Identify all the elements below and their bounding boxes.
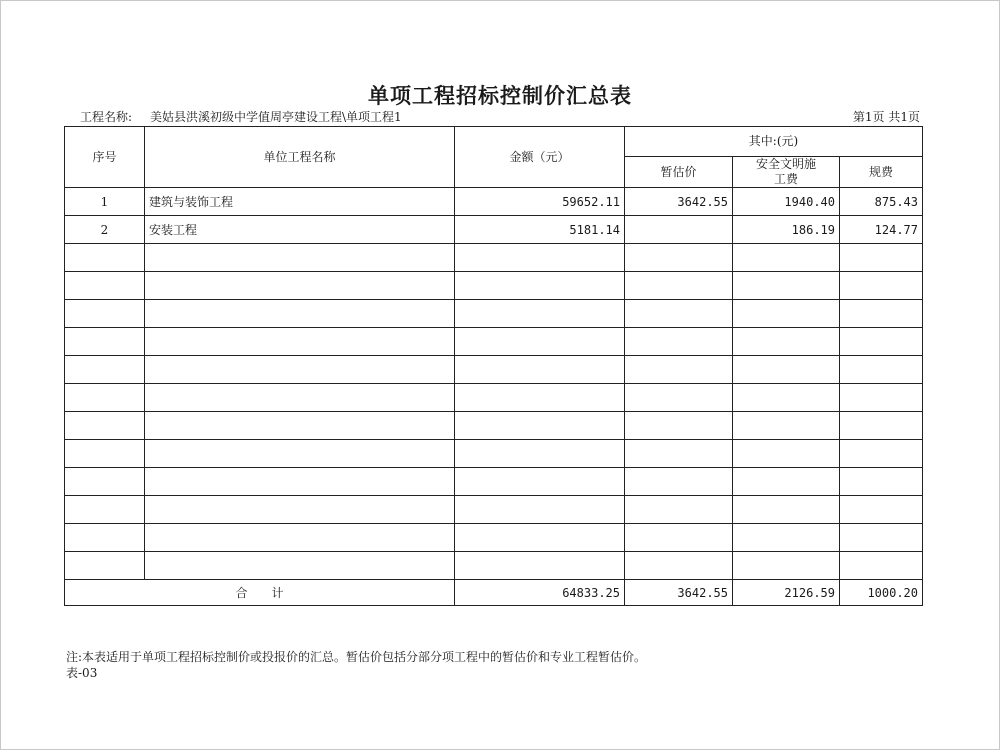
empty-table-row <box>65 552 923 580</box>
empty-cell <box>625 328 733 356</box>
empty-cell <box>733 524 840 552</box>
empty-cell <box>840 328 923 356</box>
empty-table-row <box>65 412 923 440</box>
empty-cell <box>455 356 625 384</box>
header-provisional: 暂估价 <box>625 157 733 188</box>
empty-cell <box>733 552 840 580</box>
empty-cell <box>65 552 145 580</box>
empty-table-row <box>65 356 923 384</box>
summary-table <box>64 126 923 606</box>
empty-cell <box>145 468 455 496</box>
empty-cell <box>455 300 625 328</box>
empty-cell <box>145 524 455 552</box>
empty-cell <box>625 412 733 440</box>
empty-cell <box>65 440 145 468</box>
empty-cell <box>65 412 145 440</box>
cell-seq: 2 <box>65 216 145 244</box>
empty-cell <box>733 412 840 440</box>
empty-cell <box>840 272 923 300</box>
empty-cell <box>733 328 840 356</box>
empty-cell <box>625 384 733 412</box>
empty-cell <box>840 300 923 328</box>
empty-cell <box>625 468 733 496</box>
empty-cell <box>840 496 923 524</box>
empty-cell <box>65 524 145 552</box>
empty-cell <box>625 496 733 524</box>
empty-cell <box>65 496 145 524</box>
empty-cell <box>625 552 733 580</box>
empty-cell <box>145 384 455 412</box>
empty-cell <box>455 496 625 524</box>
empty-cell <box>65 384 145 412</box>
header-fees: 规费 <box>840 157 923 188</box>
empty-cell <box>733 272 840 300</box>
header-of-which: 其中:(元) <box>625 127 923 157</box>
empty-table-row <box>65 524 923 552</box>
empty-table-row <box>65 468 923 496</box>
footnote: 注:本表适用于单项工程招标控制价或投报价的汇总。暂估价包括分部分项工程中的暂估价和专业工程暂估价。 <box>66 650 647 664</box>
header-seq: 序号 <box>65 127 145 188</box>
empty-cell <box>455 552 625 580</box>
empty-cell <box>625 272 733 300</box>
total-row <box>65 580 923 606</box>
empty-cell <box>65 300 145 328</box>
empty-table-row <box>65 272 923 300</box>
empty-cell <box>733 384 840 412</box>
empty-cell <box>65 272 145 300</box>
empty-cell <box>145 440 455 468</box>
empty-cell <box>455 244 625 272</box>
empty-cell <box>840 384 923 412</box>
header-safety: 安全文明施工费 <box>733 157 840 188</box>
empty-cell <box>625 524 733 552</box>
empty-cell <box>733 496 840 524</box>
form-code: 表-03 <box>66 666 98 680</box>
empty-cell <box>733 244 840 272</box>
total-safety: 2126.59 <box>733 580 840 606</box>
cell-fees: 124.77 <box>840 216 923 244</box>
project-name-label: 工程名称: <box>80 110 133 124</box>
empty-cell <box>733 300 840 328</box>
empty-table-row <box>65 328 923 356</box>
empty-cell <box>455 412 625 440</box>
empty-cell <box>455 272 625 300</box>
empty-cell <box>840 468 923 496</box>
empty-cell <box>145 244 455 272</box>
empty-table-row <box>65 496 923 524</box>
cell-seq: 1 <box>65 188 145 216</box>
empty-cell <box>65 356 145 384</box>
table-header <box>65 127 923 188</box>
empty-cell <box>625 300 733 328</box>
empty-table-row <box>65 384 923 412</box>
empty-cell <box>840 440 923 468</box>
page-number: 第1页 共1页 <box>852 110 920 124</box>
empty-cell <box>455 328 625 356</box>
empty-cell <box>733 356 840 384</box>
empty-cell <box>65 244 145 272</box>
empty-cell <box>840 412 923 440</box>
empty-cell <box>145 412 455 440</box>
cell-safety: 186.19 <box>733 216 840 244</box>
empty-cell <box>840 244 923 272</box>
cell-provisional: 3642.55 <box>625 188 733 216</box>
total-amount: 64833.25 <box>455 580 625 606</box>
empty-table-row <box>65 440 923 468</box>
empty-cell <box>145 552 455 580</box>
empty-cell <box>733 440 840 468</box>
cell-amount: 59652.11 <box>455 188 625 216</box>
cell-name: 建筑与装饰工程 <box>145 188 455 216</box>
cell-name: 安装工程 <box>145 216 455 244</box>
cell-amount: 5181.14 <box>455 216 625 244</box>
empty-table-row <box>65 300 923 328</box>
empty-cell <box>145 272 455 300</box>
empty-cell <box>455 524 625 552</box>
total-provisional: 3642.55 <box>625 580 733 606</box>
header-unit-name: 单位工程名称 <box>145 127 455 188</box>
empty-cell <box>455 384 625 412</box>
empty-cell <box>145 328 455 356</box>
empty-cell <box>65 328 145 356</box>
empty-cell <box>145 356 455 384</box>
empty-cell <box>145 300 455 328</box>
table-row <box>65 188 923 216</box>
table-footer <box>65 580 923 606</box>
empty-cell <box>840 356 923 384</box>
project-info-row <box>66 108 922 126</box>
empty-cell <box>455 468 625 496</box>
empty-cell <box>625 440 733 468</box>
cell-safety: 1940.40 <box>733 188 840 216</box>
empty-cell <box>625 356 733 384</box>
total-label: 合 计 <box>65 580 455 606</box>
cell-fees: 875.43 <box>840 188 923 216</box>
empty-cell <box>840 524 923 552</box>
table-row <box>65 216 923 244</box>
total-fees: 1000.20 <box>840 580 923 606</box>
header-amount: 金额（元） <box>455 127 625 188</box>
empty-cell <box>625 244 733 272</box>
empty-table-row <box>65 244 923 272</box>
empty-cell <box>65 468 145 496</box>
cell-provisional <box>625 216 733 244</box>
project-name-value: 美姑县洪溪初级中学值周亭建设工程\单项工程1 <box>150 110 402 124</box>
empty-cell <box>733 468 840 496</box>
page-title: 单项工程招标控制价汇总表 <box>368 83 632 108</box>
empty-cell <box>145 496 455 524</box>
empty-cell <box>840 552 923 580</box>
table-body <box>65 188 923 580</box>
empty-cell <box>455 440 625 468</box>
